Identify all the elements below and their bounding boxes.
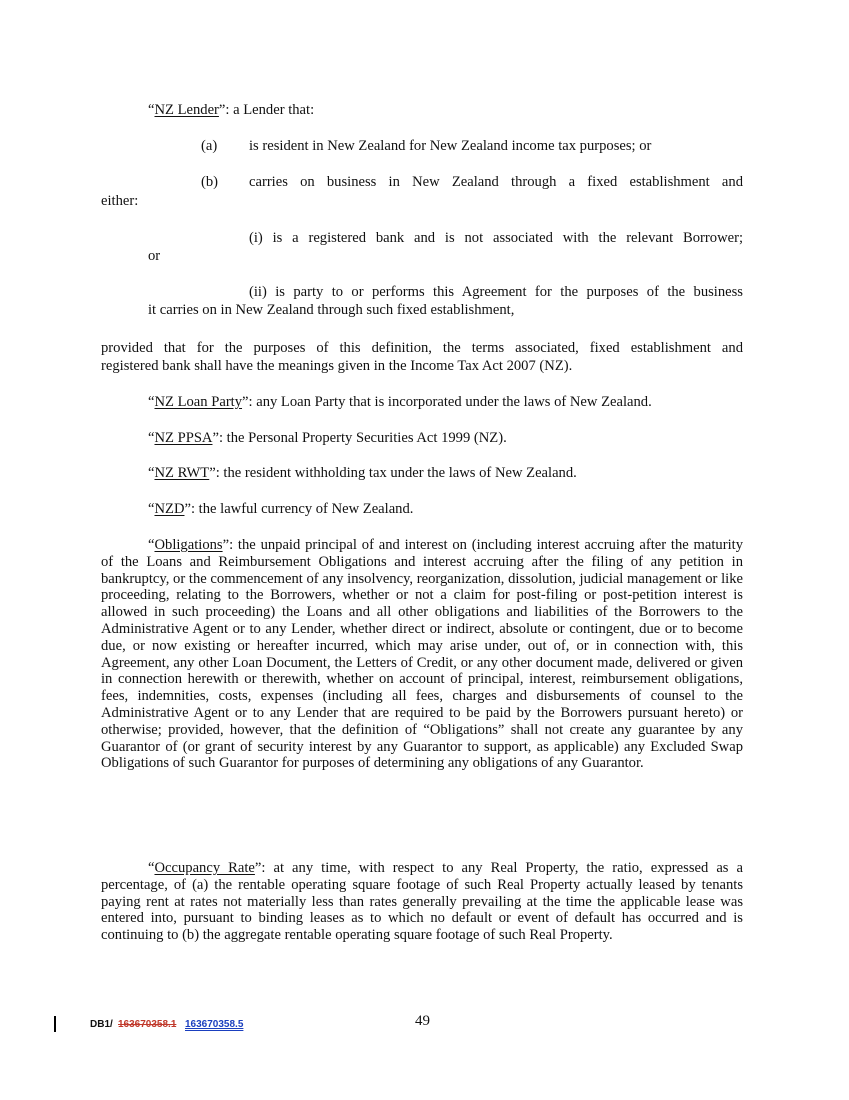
- term-occupancy-rate: Occupancy Rate: [154, 860, 255, 876]
- term-obligations: Obligations: [154, 537, 223, 553]
- page-number: 49: [415, 1013, 430, 1029]
- term-nzd: NZD: [154, 501, 185, 517]
- definition-obligations: “Obligations”: the unpaid principal of and interest on (including interest accruing after the maturity of the Loans and Reimbursement Obligations and interest accruing after the filing of any petition in bankruptcy, or the commencement of any insolvency, reorganization, dissolution, judicial management or like proceeding, relating to the Borrowers, whether or not a claim for post-filing or post-petition interest is allowed in such proceeding) the Loans and all other obligations and liabilities of the Borrowers to the Administrative Agent or to any Lender, whether direct or indirect, absolute or contingent, due or to become due, or now existing or hereafter incurred, which may arise under, out of, or in connection with, this Agreement, any other Loan Document, the Letters of Credit, or any other document made, delivered or given in connection herewith or therewith, whether on account of principal, interest, reimbursement obligations, fees, indemnities, costs, expenses (including all fees, charges and disbursements of counsel to the Administrative Agent or to any Lender that are required to be paid by the Borrowers pursuant hereto) or otherwise; provided, however, that the definition of “Obligations” shall not create any guarantee by any Guarantor of (or grant of security interest by any Guarantor to support, as applicable) any Excluded Swap Obligations of such Guarantor for purposes of determining any obligations of any Guarantor.: [101, 537, 743, 772]
- proviso-line-1: provided that for the purposes of this definition, the terms associated, fixed establishment and: [101, 340, 743, 356]
- term-nz-loan-party: NZ Loan Party: [154, 394, 243, 410]
- definition-nz-loan-party: “NZ Loan Party”: any Loan Party that is incorporated under the laws of New Zealand.: [148, 394, 652, 410]
- sub-item-i-continuation: or: [148, 248, 161, 264]
- document-id-inserted: 163670358.5: [185, 1019, 244, 1030]
- document-id-prefix: DB1/: [90, 1019, 113, 1030]
- item-a-label: (a): [201, 138, 218, 154]
- term-nz-lender: NZ Lender: [154, 102, 219, 118]
- term-nz-ppsa: NZ PPSA: [154, 430, 213, 446]
- item-b-continuation: either:: [101, 193, 139, 209]
- proviso-line-2: registered bank shall have the meanings given in the Income Tax Act 2007 (NZ).: [101, 358, 573, 374]
- definition-occupancy-rate: “Occupancy Rate”: at any time, with respect to any Real Property, the ratio, expressed as a percentage, of (a) the rentable operating square footage of such Real Property actually leased by tenants paying rent at rates not materially less than rates generally prevailing at the time the applicable lease was entered into, pursuant to binding leases as to which no default or event of default has occurred and is continuing to (b) the aggregate rentable operating square footage of such Real Property.: [101, 860, 743, 944]
- definition-nz-ppsa: “NZ PPSA”: the Personal Property Securities Act 1999 (NZ).: [148, 430, 507, 446]
- item-b-label: (b): [201, 174, 219, 190]
- sub-item-ii-text: (ii) is party to or performs this Agreement for the purposes of the business: [249, 284, 743, 300]
- term-nz-rwt: NZ RWT: [154, 465, 210, 481]
- revision-change-bar: [54, 1016, 56, 1032]
- definition-nz-lender: “NZ Lender”: a Lender that:: [148, 102, 315, 118]
- item-b-text: carries on business in New Zealand through a fixed establishment and: [249, 174, 743, 190]
- item-a-text: is resident in New Zealand for New Zealand income tax purposes; or: [249, 138, 652, 154]
- document-id-deleted: 163670358.1: [118, 1019, 177, 1030]
- sub-item-i-text: (i) is a registered bank and is not associated with the relevant Borrower;: [249, 230, 743, 246]
- definition-nz-rwt: “NZ RWT”: the resident withholding tax under the laws of New Zealand.: [148, 465, 577, 481]
- definition-nzd: “NZD”: the lawful currency of New Zealand.: [148, 501, 414, 517]
- sub-item-ii-continuation: it carries on in New Zealand through such fixed establishment,: [148, 302, 515, 318]
